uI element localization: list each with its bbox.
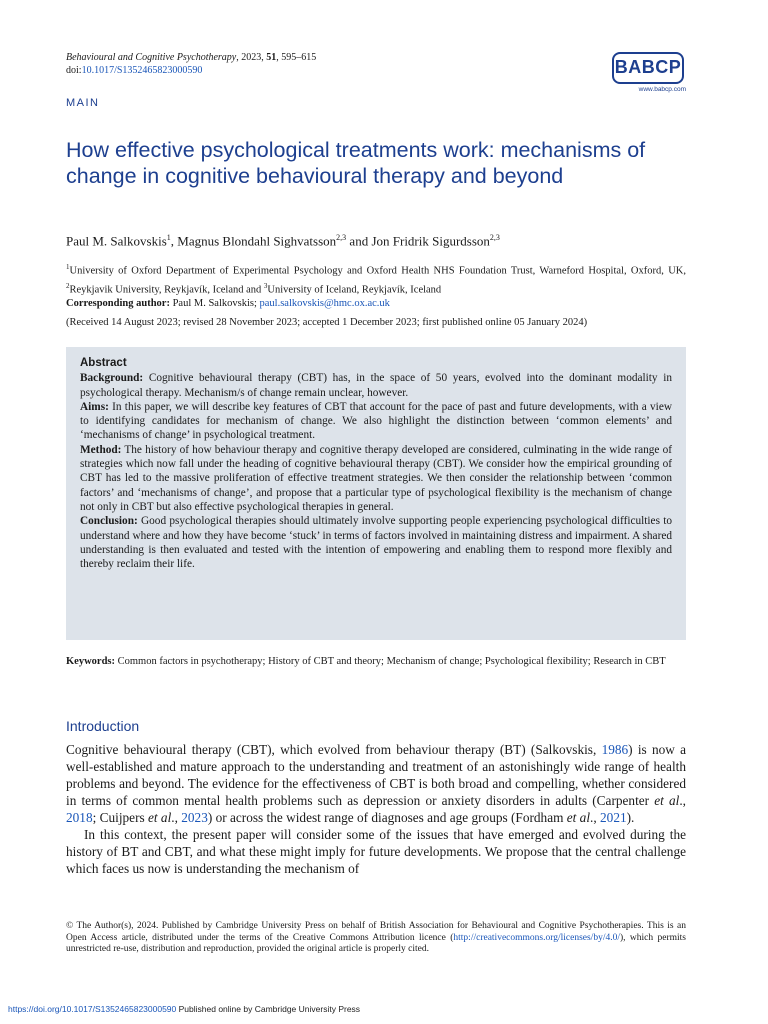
journal-citation	[66, 51, 316, 77]
doi-line	[66, 64, 316, 77]
method-label: Method:	[80, 443, 122, 456]
author-sup: 1	[166, 233, 171, 242]
received-dates: (Received 14 August 2023; revised 28 November 2023; accepted 1 December 2023; first published online 05 January 2024)	[66, 317, 588, 328]
conclusion-text: Good psychological therapies should ultimately involve supporting people experiencing psychological difficulties to understand where and how they have become ‘stuck’ in terms of factors involved in maintaining distress and impairment. A shared understanding is then evaluated and tested with the intention of empowering and enabling them to respond more flexibly and thereby reclaim their life.	[80, 515, 672, 571]
author-list	[66, 233, 500, 249]
author-name[interactable]: Magnus Blondahl Sighvatsson	[177, 233, 337, 249]
text-run: .,	[590, 810, 601, 825]
method-text: The history of how behaviour therapy and cognitive therapy developed are considered, culminating in the wide range of strategies which now fall under the heading of cognitive behavioural therapy (CBT). We consider how the empirical grounding of CBT has led to the massive proliferation of effective treatment strategies. We then consider the relationship between ‘common factors’ and ‘mechanisms of change’, and propose that a particular type of psychological flexibility is the mechanism of change not only in CBT but also effective psychological therapies in general.	[80, 443, 672, 513]
author-separator: ,	[170, 233, 178, 249]
text-run: ) is now a well-established and mature approach to the understanding and treatment of an astonishingly wide range of health problems and beyond. The evidence for the effectiveness of CBT is both broad and compelling, whether considered in terms of common mental health problems such as depression or anxiety disorders in adults (Carpenter	[66, 742, 686, 808]
journal-volume: 51	[266, 52, 277, 63]
text-run: ) or across the widest range of diagnoses and age groups (Fordham	[207, 810, 567, 825]
doi-prefix: doi:	[66, 65, 82, 76]
introduction-heading: Introduction	[66, 718, 140, 734]
abstract-conclusion	[80, 514, 672, 571]
author-sup: 2,3	[489, 233, 500, 242]
journal-year: , 2023,	[236, 52, 267, 63]
text-run: .,	[171, 810, 182, 825]
logo-url: www.babcp.com	[638, 86, 686, 93]
text-run: Cognitive behavioural therapy (CBT), which evolved from behaviour therapy (BT) (Salkovskis,	[66, 742, 602, 757]
affil-1: University of Oxford Department of Experimental Psychology and Oxford Health NHS Foundation Trust, Warneford Hospital, Oxford, UK,	[69, 265, 686, 277]
footer-doi-link[interactable]: https://doi.org/10.1017/S1352465823000590	[8, 1004, 177, 1014]
citation-link[interactable]: 2023	[181, 810, 208, 825]
logo-badge: BABCP	[612, 52, 684, 84]
keywords	[66, 655, 686, 669]
corresponding-author	[66, 297, 686, 311]
citation-link[interactable]: 1986	[601, 742, 629, 757]
keywords-label: Keywords:	[66, 656, 115, 667]
intro-paragraph-1	[66, 741, 686, 826]
affiliations	[66, 260, 686, 311]
journal-line	[66, 51, 316, 64]
doi-link[interactable]: 10.1017/S1352465823000590	[81, 65, 203, 76]
affil-sup: 2	[66, 281, 70, 290]
author-name[interactable]: Paul M. Salkovskis	[66, 233, 167, 249]
conclusion-label: Conclusion:	[80, 515, 138, 528]
license-link[interactable]: http://creativecommons.org/licenses/by/4.0/	[453, 932, 620, 943]
license-notice	[66, 921, 686, 956]
abstract-background	[80, 371, 672, 400]
intro-paragraph-2: In this context, the present paper will consider some of the issues that have emerged and evolved during the history of BT and CBT, and what these might imply for future developments. We propose that the central challenge which faces us now is understanding the mechanism of	[66, 827, 686, 876]
license-text: © The Author(s), 2024. Published by Cambridge University Press on behalf of British Association for Behavioural and Cognitive Psychotherapies. This is an Open Access article, distributed under the terms of the Creative Commons Attribution licence (	[66, 921, 686, 943]
keywords-text: Common factors in psychotherapy; History of CBT and theory; Mechanism of change; Psychological flexibility; Research in CBT	[115, 656, 666, 667]
abstract-method	[80, 443, 672, 514]
et-al: et al	[654, 793, 680, 808]
text-run: ; Cuijpers	[92, 810, 148, 825]
author-separator: and	[346, 233, 372, 249]
aims-label: Aims:	[80, 400, 109, 413]
corr-email-link[interactable]: paul.salkovskis@hmc.ox.ac.uk	[259, 298, 390, 309]
introduction-body	[66, 741, 686, 877]
journal-name: Behavioural and Cognitive Psychotherapy	[66, 52, 237, 63]
journal-pages: , 595–615	[276, 52, 317, 63]
section-label: MAIN	[66, 97, 100, 109]
citation-link[interactable]: 2018	[66, 810, 93, 825]
abstract-box	[66, 347, 686, 640]
corr-label: Corresponding author:	[66, 298, 170, 309]
background-text: Cognitive behavioural therapy (CBT) has, in the space of 50 years, evolved into the dominant modality in psychological therapy. Mechanism/s of change remain unclear, however.	[80, 372, 672, 399]
article-title: How effective psychological treatments work: mechanisms of change in cognitive behavioural therapy and beyond	[66, 138, 646, 188]
affil-2: Reykjavik University, Reykjavík, Iceland and	[69, 284, 264, 295]
et-al: et al	[566, 810, 591, 825]
text-run: ).	[626, 810, 635, 825]
citation-link[interactable]: 2021	[600, 810, 627, 825]
affil-sup: 3	[263, 281, 268, 290]
aims-text: In this paper, we will describe key features of CBT that account for the pace of past and future developments, with a view to identifying candidates for mechanism of change. We also highlight the distinction between ‘common elements’ and ‘mechanisms of change’ in psychological treatment.	[80, 400, 672, 442]
affil-sup: 1	[66, 263, 70, 271]
abstract-aims	[80, 400, 672, 443]
corr-name: Paul M. Salkovskis;	[169, 298, 260, 309]
footer-text: Published online by Cambridge University Press	[176, 1004, 361, 1014]
text-run: .,	[679, 793, 686, 808]
license-text-end: ), which permits unrestricted re-use, distribution and reproduction, provided the original article is properly cited.	[66, 932, 686, 954]
background-label: Background:	[80, 372, 144, 385]
author-sup: 2,3	[336, 233, 347, 242]
babcp-logo[interactable]	[612, 52, 688, 98]
page-footer	[8, 1004, 360, 1014]
affiliation-text	[66, 260, 686, 297]
et-al: et al	[148, 810, 172, 825]
abstract-heading: Abstract	[80, 357, 127, 369]
affil-3: University of Iceland, Reykjavík, Iceland	[267, 284, 442, 295]
author-name[interactable]: Jon Fridrik Sigurdsson	[371, 233, 490, 249]
